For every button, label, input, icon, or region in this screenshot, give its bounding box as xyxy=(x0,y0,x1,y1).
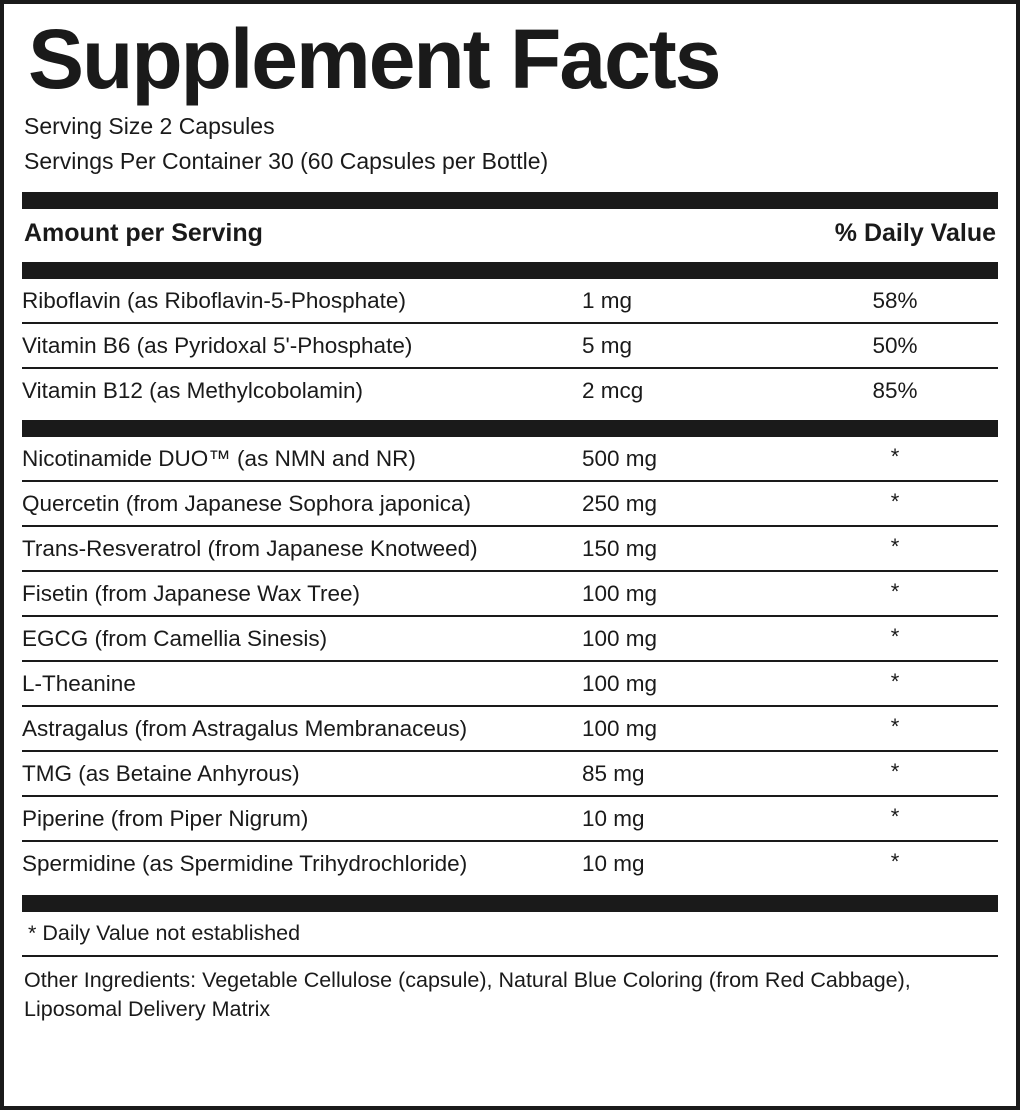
nutrient-name: L-Theanine xyxy=(22,661,582,706)
divider-thick-header xyxy=(22,262,998,279)
asterisk-icon: * xyxy=(890,669,900,695)
nutrient-amount: 100 mg xyxy=(582,706,792,751)
nutrient-name: Piperine (from Piper Nigrum) xyxy=(22,796,582,841)
divider-thick-top xyxy=(22,192,998,209)
nutrient-amount: 250 mg xyxy=(582,481,792,526)
nutrient-name: Vitamin B6 (as Pyridoxal 5'-Phosphate) xyxy=(22,323,582,368)
nutrient-daily-value xyxy=(792,706,998,751)
table-row xyxy=(22,616,998,661)
nutrient-amount: 100 mg xyxy=(582,616,792,661)
other-ingredients-text: Other Ingredients: Vegetable Cellulose (capsule), Natural Blue Coloring (from Red Cabbage), Liposomal Delivery Matrix xyxy=(24,968,911,1022)
daily-value-footnote: * Daily Value not established xyxy=(22,912,998,957)
nutrient-daily-value xyxy=(792,526,998,571)
table-row xyxy=(22,526,998,571)
table-row xyxy=(22,751,998,796)
daily-value-header: % Daily Value xyxy=(834,219,996,248)
asterisk-icon: * xyxy=(890,714,900,740)
nutrient-daily-value: 58% xyxy=(792,279,998,323)
asterisk-icon: * xyxy=(890,804,900,830)
nutrient-name: Riboflavin (as Riboflavin-5-Phosphate) xyxy=(22,279,582,323)
divider-thick-middle xyxy=(22,420,998,437)
nutrient-amount: 500 mg xyxy=(582,437,792,481)
nutrient-name: Trans-Resveratrol (from Japanese Knotweed) xyxy=(22,526,582,571)
nutrient-name: TMG (as Betaine Anhyrous) xyxy=(22,751,582,796)
page-title: Supplement Facts xyxy=(28,12,720,106)
serving-size-text: Serving Size 2 Capsules xyxy=(24,113,275,140)
table-row xyxy=(22,571,998,616)
table-row xyxy=(22,841,998,885)
table-row xyxy=(22,661,998,706)
nutrient-amount: 100 mg xyxy=(582,661,792,706)
nutrient-daily-value xyxy=(792,751,998,796)
table-row xyxy=(22,437,998,481)
table-row xyxy=(22,481,998,526)
nutrient-daily-value xyxy=(792,481,998,526)
servings-per-container-text: Servings Per Container 30 (60 Capsules per Bottle) xyxy=(24,147,549,174)
asterisk-icon: * xyxy=(890,534,900,560)
blend-table xyxy=(22,437,998,885)
asterisk-icon: * xyxy=(890,849,900,875)
nutrient-daily-value xyxy=(792,661,998,706)
vitamins-table xyxy=(22,279,998,412)
nutrient-amount: 1 mg xyxy=(582,279,792,323)
nutrient-amount: 10 mg xyxy=(582,851,645,877)
nutrient-daily-value xyxy=(792,841,998,885)
table-row xyxy=(22,706,998,751)
nutrient-amount: 10 mg xyxy=(582,796,792,841)
table-row xyxy=(22,796,998,841)
table-header-row xyxy=(22,209,998,258)
nutrient-amount: 5 mg xyxy=(582,323,792,368)
table-row xyxy=(22,368,998,412)
nutrient-name: Fisetin (from Japanese Wax Tree) xyxy=(22,571,582,616)
amount-per-serving-header: Amount per Serving xyxy=(24,219,263,248)
asterisk-icon: * xyxy=(890,444,900,470)
nutrient-amount: 2 mcg xyxy=(582,378,644,404)
nutrient-name: Quercetin (from Japanese Sophora japonica) xyxy=(22,481,582,526)
nutrient-daily-value xyxy=(792,571,998,616)
nutrient-name: Nicotinamide DUO™ (as NMN and NR) xyxy=(22,437,582,481)
nutrient-name: Vitamin B12 (as Methylcobolamin) xyxy=(22,378,363,404)
nutrient-daily-value xyxy=(792,796,998,841)
asterisk-icon: * xyxy=(890,759,900,785)
asterisk-icon: * xyxy=(890,489,900,515)
divider-thick-bottom xyxy=(22,895,998,912)
asterisk-icon: * xyxy=(890,579,900,605)
nutrient-name: Spermidine (as Spermidine Trihydrochloride) xyxy=(22,851,468,877)
nutrient-amount: 85 mg xyxy=(582,751,792,796)
table-row xyxy=(22,323,998,368)
nutrient-daily-value xyxy=(792,616,998,661)
nutrient-daily-value: 85% xyxy=(872,378,918,404)
table-row xyxy=(22,279,998,323)
nutrient-daily-value: 50% xyxy=(792,323,998,368)
nutrient-daily-value xyxy=(792,437,998,481)
asterisk-icon: * xyxy=(890,624,900,650)
nutrient-name: EGCG (from Camellia Sinesis) xyxy=(22,616,582,661)
nutrient-amount: 150 mg xyxy=(582,526,792,571)
nutrient-name: Astragalus (from Astragalus Membranaceus) xyxy=(22,706,582,751)
nutrient-amount: 100 mg xyxy=(582,571,792,616)
